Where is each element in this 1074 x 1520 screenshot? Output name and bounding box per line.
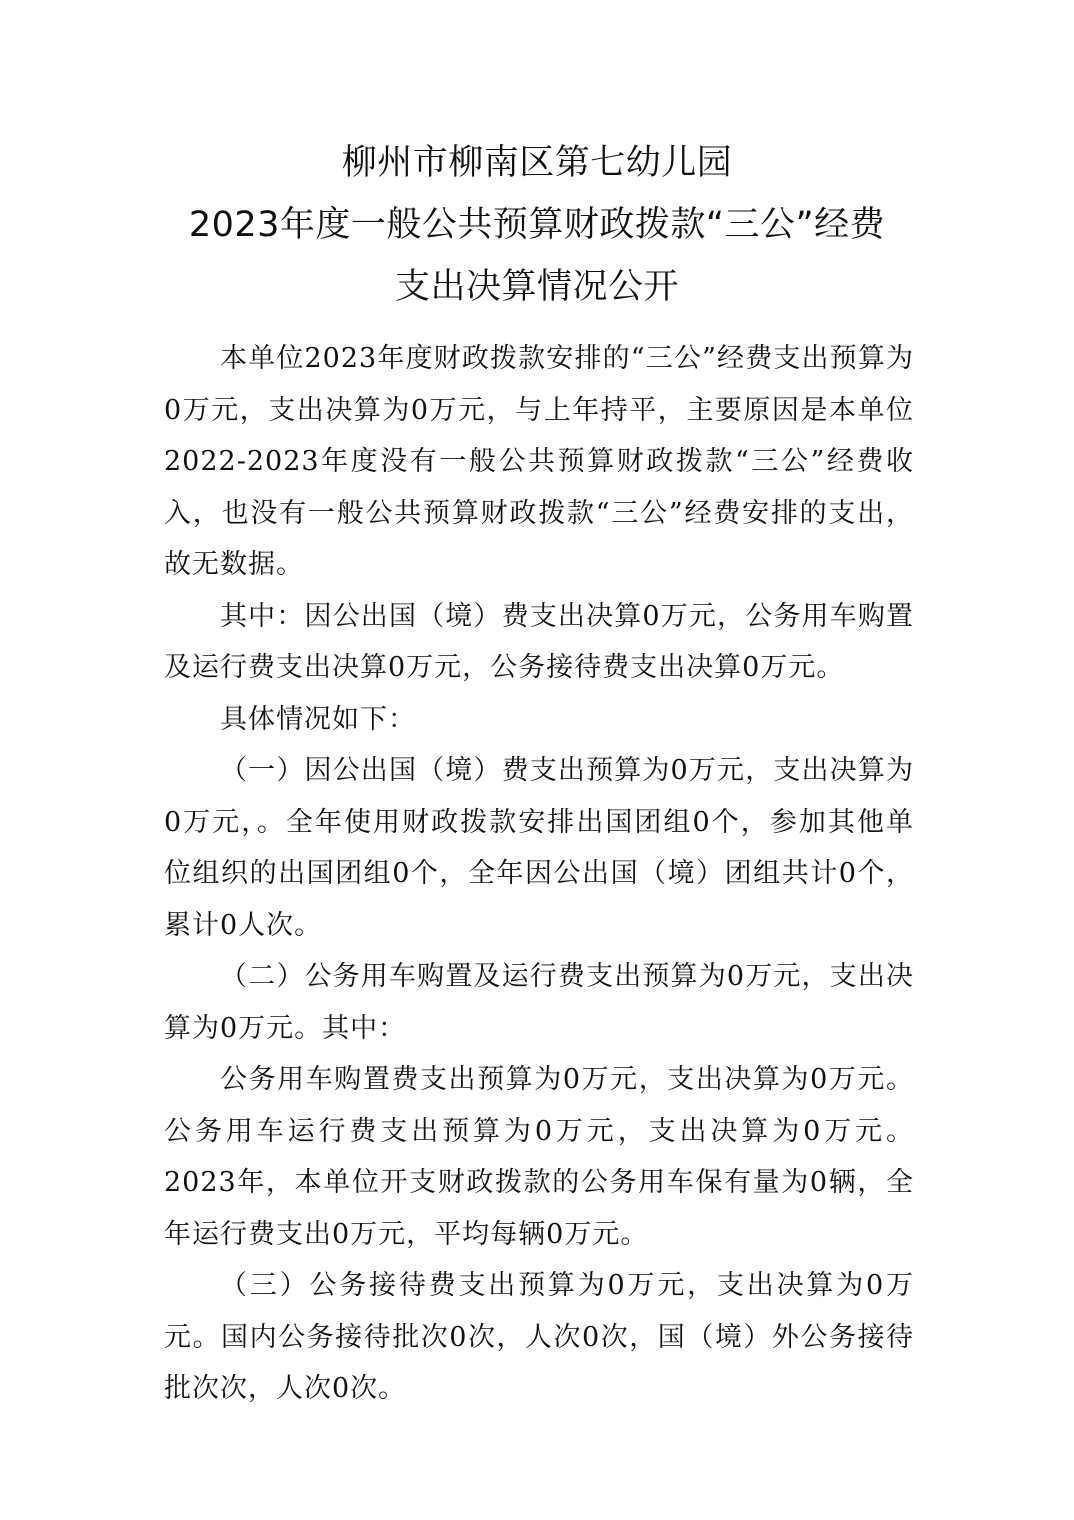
paragraph-summary: 本单位2023年度财政拨款安排的“三公”经费支出预算为0万元，支出决算为0万元，与上年持平，主要原因是本单位2022-2023年度没有一般公共预算财政拨款“三公”经费收入，也没有一般公共预算财政拨款“三公”经费安排的支出，故无数据。 <box>164 343 914 580</box>
paragraph-vehicle-expenses: （二）公务用车购置及运行费支出预算为0万元，支出决算为0万元。其中： <box>164 961 914 1044</box>
title-line-organization: 柳州市柳南区第七幼儿园 <box>341 143 733 183</box>
paragraph-vehicle-details: 公务用车购置费支出预算为0万元，支出决算为0万元。公务用车运行费支出预算为0万元，支出决算为0万元。2023年，本单位开支财政拨款的公务用车保有量为0辆，全年运行费支出0万元，平均每辆0万元。 <box>164 1064 914 1250</box>
title-line-subject: 2023年度一般公共预算财政拨款“三公”经费 <box>188 205 886 245</box>
paragraph-reception-expenses: （三）公务接待费支出预算为0万元，支出决算为0万元。国内公务接待批次0次，人次0次，国（境）外公务接待批次次，人次0次。 <box>164 1270 914 1404</box>
document-title <box>0 132 1074 318</box>
paragraph-breakdown: 其中：因公出国（境）费支出决算0万元，公务用车购置及运行费支出决算0万元，公务接待费支出决算0万元。 <box>164 600 914 683</box>
paragraph-details-intro: 具体情况如下： <box>220 703 416 735</box>
paragraph-overseas-travel: （一）因公出国（境）费支出预算为0万元，支出决算为0万元，。全年使用财政拨款安排出国团组0个，参加其他单位组织的出国团组0个，全年因公出国（境）团组共计0个，累计0人次。 <box>164 755 914 941</box>
document-body <box>164 333 914 1415</box>
title-line-disclosure: 支出决算情况公开 <box>394 267 679 307</box>
